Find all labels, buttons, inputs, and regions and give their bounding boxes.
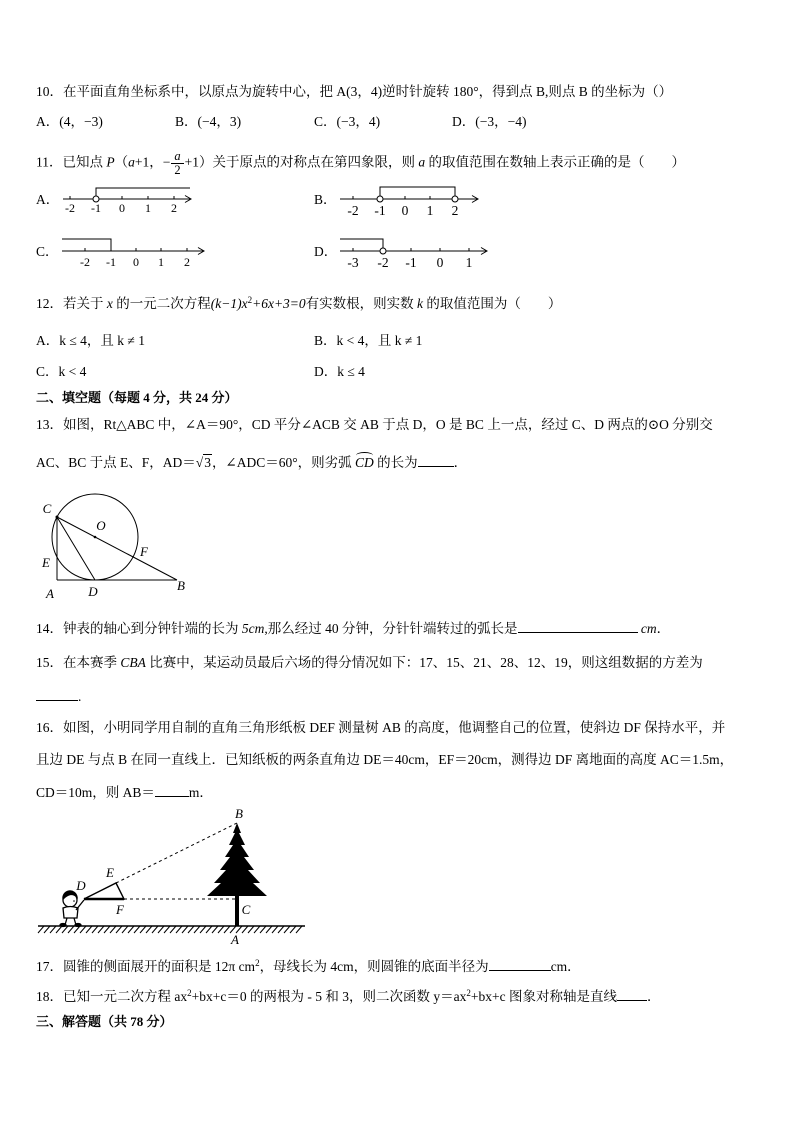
arc-cd-label: CD xyxy=(355,455,374,470)
tick-label: 0 xyxy=(401,203,409,218)
fraction-numerator: a xyxy=(171,150,183,164)
q10-option-d: D．(−3，−4) xyxy=(452,114,527,129)
number-line-c xyxy=(62,239,204,255)
q11-var-a2: a xyxy=(418,154,426,170)
section-fill-in-heading: 二、填空题（每题 4 分，共 24 分） xyxy=(36,390,238,405)
tick-label: 1 xyxy=(158,255,164,269)
tick-label: -1 xyxy=(374,203,386,218)
q12-option-c: C．k < 4 xyxy=(36,364,87,379)
q12-lead: 12．若关于 xyxy=(36,296,107,311)
q16-line3 xyxy=(36,783,213,801)
q11-option-d-letter: D． xyxy=(314,244,338,259)
q13-line1: 13．如图，Rt△ABC 中，∠A＝90°，CD 平分∠ACB 交 AB 于点 D，O 是 BC 上一点，经过 C、D 两点的⊙O 分别交 xyxy=(36,417,713,432)
answer-blank xyxy=(489,957,551,971)
tick-label: 1 xyxy=(426,203,434,218)
q16-line1: 16．如图，小明同学用自制的直角三角形纸板 DEF 测量树 AB 的高度，他调整自己的位置，使斜边 DF 保持水平，并 xyxy=(36,720,726,735)
segment-cb xyxy=(57,517,177,580)
open-circle xyxy=(452,196,458,202)
label-o: O xyxy=(96,518,106,533)
q17-end: cm． xyxy=(550,959,581,974)
label-f: F xyxy=(116,902,124,917)
q11-option-b-letter: B． xyxy=(314,192,337,207)
q12-ending: 的取值范围为（ ） xyxy=(423,296,562,311)
q14-mid: ,那么经过 40 分钟，分针针端转过的弧长是 xyxy=(264,621,518,636)
tick-label: -2 xyxy=(377,255,389,270)
q18-mid2: +bx+c 图象对称轴是直线 xyxy=(470,989,617,1004)
fraction-denominator: 2 xyxy=(174,163,181,177)
q12-var-k: k xyxy=(417,296,424,311)
q17-stem xyxy=(36,957,581,975)
label-a: A xyxy=(46,586,54,601)
q13-line2-a: AC、BC 于点 E、F，AD＝ xyxy=(36,455,196,470)
tick-label: -2 xyxy=(80,255,90,269)
sqrt-sign: √ xyxy=(195,455,204,470)
point-o xyxy=(94,536,97,539)
label-d: D xyxy=(88,584,98,599)
q13-line2-b: ，∠ADC＝60°，则劣弧 xyxy=(211,455,356,470)
q12-mid: 的一元二次方程 xyxy=(112,296,211,311)
q16-line2: 且边 DE 与点 B 在同一直线上．已知纸板的两条直角边 DE＝40cm，EF＝20cm，测得边 DF 离地面的高度 AC＝1.5m， xyxy=(36,752,734,767)
q13-figure xyxy=(36,490,196,602)
q13-line2 xyxy=(36,453,467,471)
q11-var-a: a xyxy=(128,154,135,170)
q15-league: CBA xyxy=(120,655,146,670)
q11-option-c-letter: C． xyxy=(36,244,59,259)
label-f: F xyxy=(140,544,148,559)
q12-var-x: x xyxy=(106,296,113,311)
open-circle xyxy=(377,196,383,202)
q11-minus: − xyxy=(162,154,171,170)
label-b: B xyxy=(235,806,243,821)
tick-label: 1 xyxy=(465,255,473,270)
tick-label: 2 xyxy=(451,203,459,218)
q17-exponent: 2 xyxy=(255,958,260,968)
q16-line3-end: m． xyxy=(188,785,213,800)
label-d: D xyxy=(76,878,86,893)
q11-tail: +1）关于原点的对称点在第四象限，则 xyxy=(184,154,419,170)
q10-stem: 10．在平面直角坐标系中，以原点为旋转中心，把 A(3，4)逆时针旋转 180°，得到点 B,则点 B 的坐标为（） xyxy=(36,84,673,99)
q17-mid: ，母线长为 4cm，则圆锥的底面半径为 xyxy=(259,959,489,974)
label-c: C xyxy=(241,902,251,917)
q11-point: P xyxy=(106,154,115,170)
tick-label: 2 xyxy=(184,255,190,269)
q12-equation-exponent: 2 xyxy=(247,295,253,305)
q14-stem xyxy=(36,619,670,637)
answer-blank xyxy=(155,783,189,797)
q10-option-c: C．(−3，4) xyxy=(314,114,381,129)
person-icon xyxy=(60,891,84,927)
q15-end: . xyxy=(78,689,82,704)
q12-stem xyxy=(36,296,561,312)
answer-blank xyxy=(617,987,647,1001)
q10-option-a: A．(4，−3) xyxy=(36,114,103,129)
tick-label: -1 xyxy=(106,255,116,269)
label-e: E xyxy=(42,555,50,570)
q15-rest: 比赛中，某运动员最后六场的得分情况如下：17、15、21、28、12、19，则这组数据的方差为 xyxy=(145,655,703,670)
q13-line2-c: 的长为 xyxy=(373,455,418,470)
q14-lead: 14．钟表的轴心到分钟针端的长为 xyxy=(36,621,242,636)
label-a: A xyxy=(231,932,239,947)
q17-lead: 17．圆锥的侧面展开的面积是 12π cm xyxy=(36,959,256,974)
q12-option-a: A．k ≤ 4，且 k ≠ 1 xyxy=(36,333,145,348)
tick-label: -1 xyxy=(405,255,417,270)
q16-line3-a: CD＝10m，则 AB＝ xyxy=(36,785,155,800)
section-solutions-heading: 三、解答题（共 78 分） xyxy=(36,1014,173,1029)
q15-stem xyxy=(36,655,703,671)
q12-tail: 有实数根，则实数 xyxy=(305,296,418,311)
label-e: E xyxy=(106,865,114,880)
q12-equation-right: +6x+3=0 xyxy=(252,296,306,311)
answer-blank xyxy=(418,453,454,467)
q14-unit: cm xyxy=(640,621,657,636)
q11-ending: 的取值范围在数轴上表示正确的是（ ） xyxy=(425,154,685,170)
number-line-d xyxy=(340,239,487,255)
tick-label: 2 xyxy=(171,201,177,215)
q18-end: ． xyxy=(646,989,661,1004)
tick-label: -1 xyxy=(91,201,101,215)
q15-lead: 15．在本赛季 xyxy=(36,655,121,670)
tick-label: 0 xyxy=(119,201,125,215)
open-circle xyxy=(380,248,386,254)
q16-figure xyxy=(30,800,320,950)
q11-open: （ xyxy=(114,154,129,170)
q15-answer-line xyxy=(36,687,81,705)
q14-length: 5cm xyxy=(241,621,265,636)
label-c: C xyxy=(42,501,52,516)
q12-option-d: D．k ≤ 4 xyxy=(314,364,365,379)
answer-blank xyxy=(36,687,78,701)
sight-line-eb xyxy=(116,823,237,883)
tree-icon xyxy=(207,823,267,926)
tick-label: -3 xyxy=(347,255,359,270)
label-b: B xyxy=(177,578,185,593)
tick-label: -2 xyxy=(347,203,359,218)
q14-end: ． xyxy=(656,621,671,636)
q18-exponent-1: 2 xyxy=(187,988,192,998)
tick-label: 0 xyxy=(436,255,444,270)
q10-option-b: B．(−4，3) xyxy=(175,114,242,129)
q11-coord1-rest: +1， xyxy=(134,154,163,170)
q11-number-lines xyxy=(30,172,510,272)
number-line-b xyxy=(340,187,478,203)
q12-option-b: B．k < 4，且 k ≠ 1 xyxy=(314,333,423,348)
q18-lead: 18．已知一元二次方程 ax xyxy=(36,989,188,1004)
q13-line2-end: ． xyxy=(453,455,468,470)
q18-stem xyxy=(36,987,660,1005)
tick-label: -2 xyxy=(65,201,75,215)
q18-mid1: +bx+c＝0 的两根为 - 5 和 3，则二次函数 y＝ax xyxy=(191,989,467,1004)
triangle-board-def xyxy=(84,883,124,899)
q11-lead: 11．已知点 xyxy=(36,154,107,170)
point-c xyxy=(56,516,59,519)
q18-exponent-2: 2 xyxy=(466,988,471,998)
sqrt-radicand: 3 xyxy=(204,455,211,470)
q11-option-a-letter: A． xyxy=(36,192,60,207)
tick-label: 1 xyxy=(145,201,151,215)
tick-label: 0 xyxy=(133,255,139,269)
q12-equation-left: (k−1)x xyxy=(210,296,248,311)
answer-blank xyxy=(518,619,638,633)
